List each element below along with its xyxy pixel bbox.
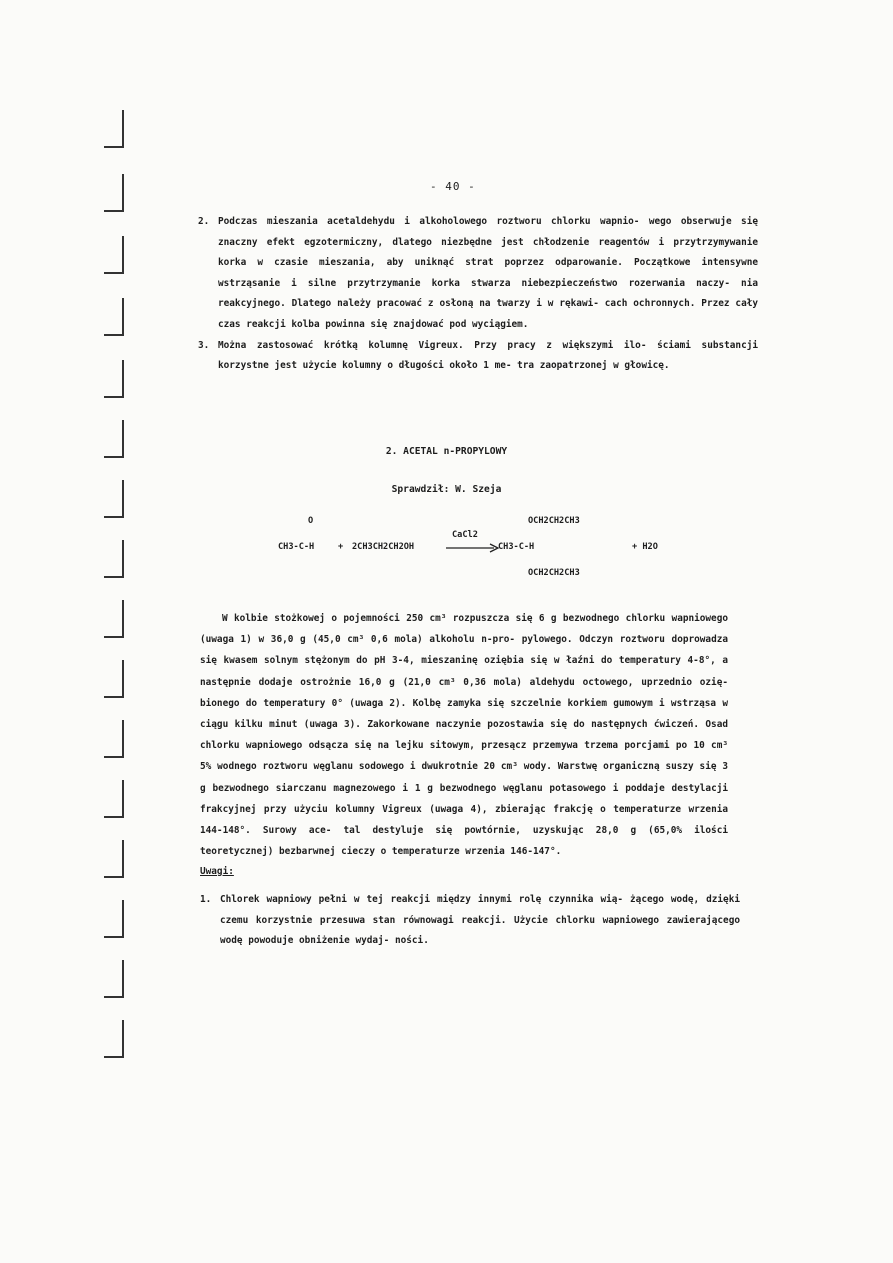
note-number: 1.	[200, 894, 212, 905]
product-top-group: OCH2CH2CH3	[528, 516, 580, 526]
byproduct-water: + H2O	[632, 542, 658, 552]
reactant-acetaldehyde: CH3-C-H	[278, 542, 315, 552]
reactant-propanol: 2CH3CH2CH2OH	[352, 542, 415, 552]
note-text: Chlorek wapniowy pełni w tej reakcji między innymi rolę czynnika wią- żącego wodę, dzięki czemu korzystnie przesuwa stan równowagi reakcji. Użycie chlorku wapniowego zawierającego wodę powoduje obniżenie wydaj- ności.	[220, 894, 740, 947]
note-number: 3.	[198, 339, 210, 351]
catalyst: CaCl2	[452, 530, 478, 540]
section-title: 2. ACETAL n-PROPYLOWY	[385, 446, 508, 457]
carbonyl-oxygen: O	[308, 516, 314, 526]
reaction-arrow-icon	[444, 542, 500, 554]
page-number: - 40 -	[430, 180, 476, 193]
notes-heading: Uwagi:	[200, 866, 234, 877]
procedure-paragraph: W kolbie stożkowej o pojemności 250 cm³ rozpuszcza się 6 g bezwodnego chlorku wapniowego (uwaga 1) w 36,0 g (45,0 cm³ 0,6 mola) alkoholu n-pro- pylowego. Odczyn roztworu doprowadza się kwasem solnym stężonym do pH 3-4, mieszaninę oziębia się w łaźni do temperatury 4-8°, a następnie dodaje ostrożnie 16,0 g (21,0 cm³ 0,36 mola) aldehydu octowego, uprzednio ozię- bionego do temperatury 0° (uwaga 2). Kolbę zamyka się szczelnie korkiem gumowym i wstrząsa w ciągu kilku minut (uwaga 3). Zakorkowane naczynie pozostawia się do następnych ćwiczeń. Osad chlorku wapniowego odsącza się na lejku sitowym, przesącz przemywa trzema porcjami po 10 cm³ 5% wodnego roztworu węglanu sodowego i dwukrotnie 20 cm³ wody. Warstwę organiczną suszy się 3 g bezwodnego siarczanu magnezowego i 1 g bezwodnego węglanu potasowego i poddaje destylacji frakcyjnej przy użyciu kolumny Vigreux (uwaga 4), zbierając frakcję o temperaturze wrzenia 144-148°. Surowy ace- tal destyluje się powtórnie, uzyskując 28,0 g (65,0% ilości teoretycznej) bezbarwnej cieczy o temperaturze wrzenia 146-147°.	[200, 613, 728, 858]
reaction-equation	[276, 512, 696, 592]
notes-top	[198, 212, 758, 377]
notes-bottom	[200, 890, 740, 952]
product-bottom-group: OCH2CH2CH3	[528, 568, 580, 578]
note-item	[200, 890, 740, 952]
note-text: Można zastosować krótką kolumnę Vigreux. Przy pracy z większymi ilo- ściami substancji korzystne jest użycie kolumny o długości około 1 me- tra zaopatrzonej w głowicę.	[218, 339, 758, 372]
note-item	[198, 212, 758, 336]
checked-by: Sprawdził: W. Szeja	[391, 484, 502, 495]
note-item	[198, 336, 758, 377]
binder-edge-marks	[104, 110, 128, 1110]
product-center: CH3-C-H	[498, 542, 535, 552]
note-text: Podczas mieszania acetaldehydu i alkoholowego roztworu chlorku wapnio- wego obserwuje się znaczny efekt egzotermiczny, dlatego niezbędne jest chłodzenie reagentów i przytrzymywanie korka w czasie mieszania, aby uniknąć strat poprzez odparowanie. Początkowe intensywne wstrząsanie i silne przytrzymanie korka stwarza niebezpieczeństwo rozerwania naczy- nia reakcyjnego. Dlatego należy pracować z osłoną na twarzy i w rękawi- cach ochronnych. Przez cały czas reakcji kolba powinna się znajdować pod wyciągiem.	[218, 216, 758, 330]
plus-sign: +	[338, 542, 344, 552]
note-number: 2.	[198, 216, 210, 227]
